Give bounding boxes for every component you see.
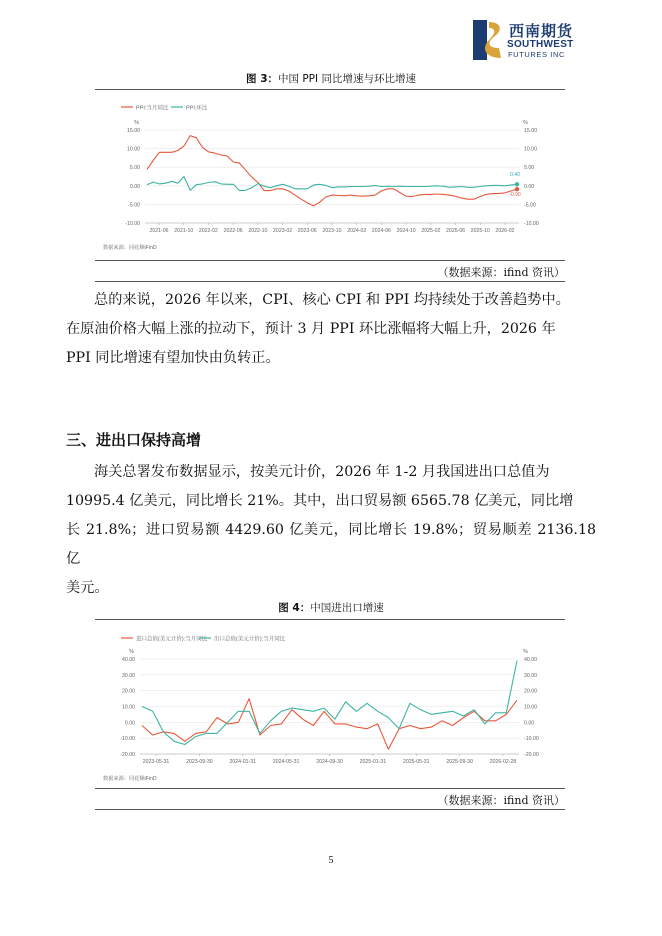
- x-tick-label: 2025-06: [446, 228, 466, 234]
- x-tick-label: 2023-06: [297, 228, 317, 234]
- y-tick-right: 10.00: [524, 704, 537, 711]
- y-tick-left: 10.00: [127, 146, 140, 153]
- y-tick-left: 0.00: [129, 183, 140, 190]
- figure-3-bottom-rule: [95, 260, 565, 261]
- y-tick-left: 5.00: [129, 165, 140, 172]
- y-tick-left: 30.00: [122, 672, 135, 679]
- figure-3-source-rule: [95, 281, 565, 282]
- y-tick-right: 15.00: [524, 128, 537, 134]
- figure-4-source-rule: [95, 809, 565, 810]
- end-label: -0.90: [509, 192, 521, 199]
- y-tick-right: 40.00: [524, 657, 537, 663]
- paragraph-summary-line-3: PPI 同比增速有望加快由负转正。: [66, 350, 280, 366]
- logo-en-text: SOUTHWEST: [507, 39, 574, 50]
- figure-4-top-rule: [95, 619, 565, 620]
- y-tick-right: 0.00: [524, 183, 535, 190]
- x-tick-label: 2023-09-30: [186, 759, 213, 765]
- figure-3-chart: [95, 93, 565, 253]
- legend-label: 进口总值(美元计价):当月同比: [136, 636, 208, 643]
- logo-en-subtext: FUTURES INC: [508, 50, 566, 59]
- y-tick-right: 10.00: [524, 146, 537, 153]
- x-tick-label: 2026-02: [495, 228, 515, 234]
- x-tick-label: 2024-02: [347, 228, 367, 234]
- y-tick-left: 15.00: [127, 128, 140, 134]
- figure-4-caption-text: 中国进出口增速: [310, 602, 384, 614]
- figure-4-source: （数据来源：ifind 资讯）: [437, 794, 565, 807]
- y-tick-left: -10.00: [120, 736, 135, 743]
- paragraph-trade-line-3: 长 21.8%；进口贸易额 4429.60 亿美元，同比增长 19.8%；贸易顺差 2136.18 亿: [66, 522, 596, 567]
- figure-3-caption-label: 图 3：: [246, 73, 279, 85]
- y-tick-left: 0.00: [124, 720, 135, 727]
- figure-4-bottom-rule: [95, 788, 565, 789]
- series-end-marker: [515, 182, 519, 186]
- x-tick-label: 2024-06: [371, 228, 391, 234]
- series-end-marker: [515, 187, 519, 191]
- x-tick-label: 2022-10: [248, 228, 268, 234]
- logo-mark-icon: [471, 18, 507, 62]
- paragraph-trade-line-1: 海关总署发布数据显示，按美元计价，2026 年 1-2 月我国进出口总值为: [94, 464, 550, 480]
- figure-4-caption-label: 图 4：: [278, 602, 311, 614]
- legend-label: PPI:当月同比: [136, 105, 169, 112]
- x-tick-label: 2025-05-31: [402, 759, 430, 765]
- chart-source-note: 数据来源：同花顺iFinD: [103, 245, 157, 251]
- legend-label: 出口总值(美元计价):当月同比: [214, 636, 286, 643]
- x-tick-label: 2024-05-31: [272, 759, 300, 765]
- paragraph-trade: [66, 458, 596, 603]
- y-tick-left: 40.00: [122, 657, 135, 663]
- y-tick-right: -20.00: [524, 752, 539, 758]
- x-tick-label: 2024-09-30: [316, 759, 343, 765]
- figure-3-source: （数据来源：ifind 资讯）: [437, 266, 565, 279]
- figure-3-caption: [0, 71, 662, 86]
- y-tick-left: -10.00: [125, 221, 140, 227]
- paragraph-summary-line-2: 在原油价格大幅上涨的拉动下，预计 3 月 PPI 环比涨幅将大幅上升，2026 年: [66, 321, 556, 337]
- series-line: [147, 136, 517, 206]
- x-tick-label: 2025-09-30: [446, 759, 473, 765]
- y-tick-right: -10.00: [524, 221, 539, 227]
- page-number: 5: [328, 855, 334, 866]
- y-tick-right: 30.00: [524, 672, 537, 679]
- legend-label: PPI:环比: [186, 105, 208, 112]
- x-tick-label: 2025-10: [470, 228, 490, 234]
- company-logo: [471, 18, 591, 62]
- figure-3-top-rule: [95, 89, 565, 90]
- unit-left: %: [134, 120, 139, 126]
- paragraph-summary: [66, 286, 596, 373]
- paragraph-summary-line-1: 总的来说，2026 年以来，CPI、核心 CPI 和 PPI 均持续处于改善趋势中。: [94, 292, 570, 308]
- y-tick-left: -20.00: [120, 752, 135, 758]
- figure-4-chart: [95, 624, 565, 784]
- x-tick-label: 2021-10: [174, 228, 194, 234]
- figure-3-caption-text: 中国 PPI 同比增速与环比增速: [278, 73, 416, 85]
- unit-left: %: [129, 649, 134, 655]
- x-tick-label: 2022-02: [198, 228, 218, 234]
- series-line: [147, 177, 517, 191]
- y-tick-left: 20.00: [122, 688, 135, 695]
- series-line: [142, 661, 517, 745]
- x-tick-label: 2022-06: [223, 228, 243, 234]
- x-tick-label: 2026-02-28: [489, 759, 517, 765]
- y-tick-right: 0.00: [524, 720, 535, 727]
- unit-right: %: [523, 120, 528, 126]
- unit-right: %: [523, 649, 528, 655]
- paragraph-trade-line-4: 美元。: [66, 580, 109, 596]
- x-tick-label: 2023-02: [273, 228, 293, 234]
- y-tick-left: 10.00: [122, 704, 135, 711]
- section-3-heading: 三、进出口保持高增: [66, 431, 202, 449]
- x-tick-label: 2021-06: [149, 228, 169, 234]
- x-tick-label: 2023-10: [322, 228, 342, 234]
- x-tick-label: 2023-05-31: [142, 759, 170, 765]
- x-tick-label: 2024-01-31: [229, 759, 257, 765]
- y-tick-right: 20.00: [524, 688, 537, 695]
- y-tick-right: -10.00: [524, 736, 539, 743]
- end-label: 0.40: [510, 172, 520, 179]
- figure-4-caption: [0, 600, 662, 615]
- x-tick-label: 2025-01-31: [359, 759, 387, 765]
- paragraph-trade-line-2: 10995.4 亿美元，同比增长 21%。其中，出口贸易额 6565.78 亿美元，同比增: [66, 493, 574, 509]
- y-tick-right: -5.00: [524, 202, 536, 209]
- x-tick-label: 2025-02: [421, 228, 441, 234]
- x-tick-label: 2024-10: [396, 228, 416, 234]
- logo-cn-text: 西南期货: [509, 22, 574, 40]
- chart-source-note: 数据来源：同花顺iFinD: [103, 776, 157, 782]
- y-tick-right: 5.00: [524, 165, 535, 172]
- y-tick-left: -5.00: [128, 202, 140, 209]
